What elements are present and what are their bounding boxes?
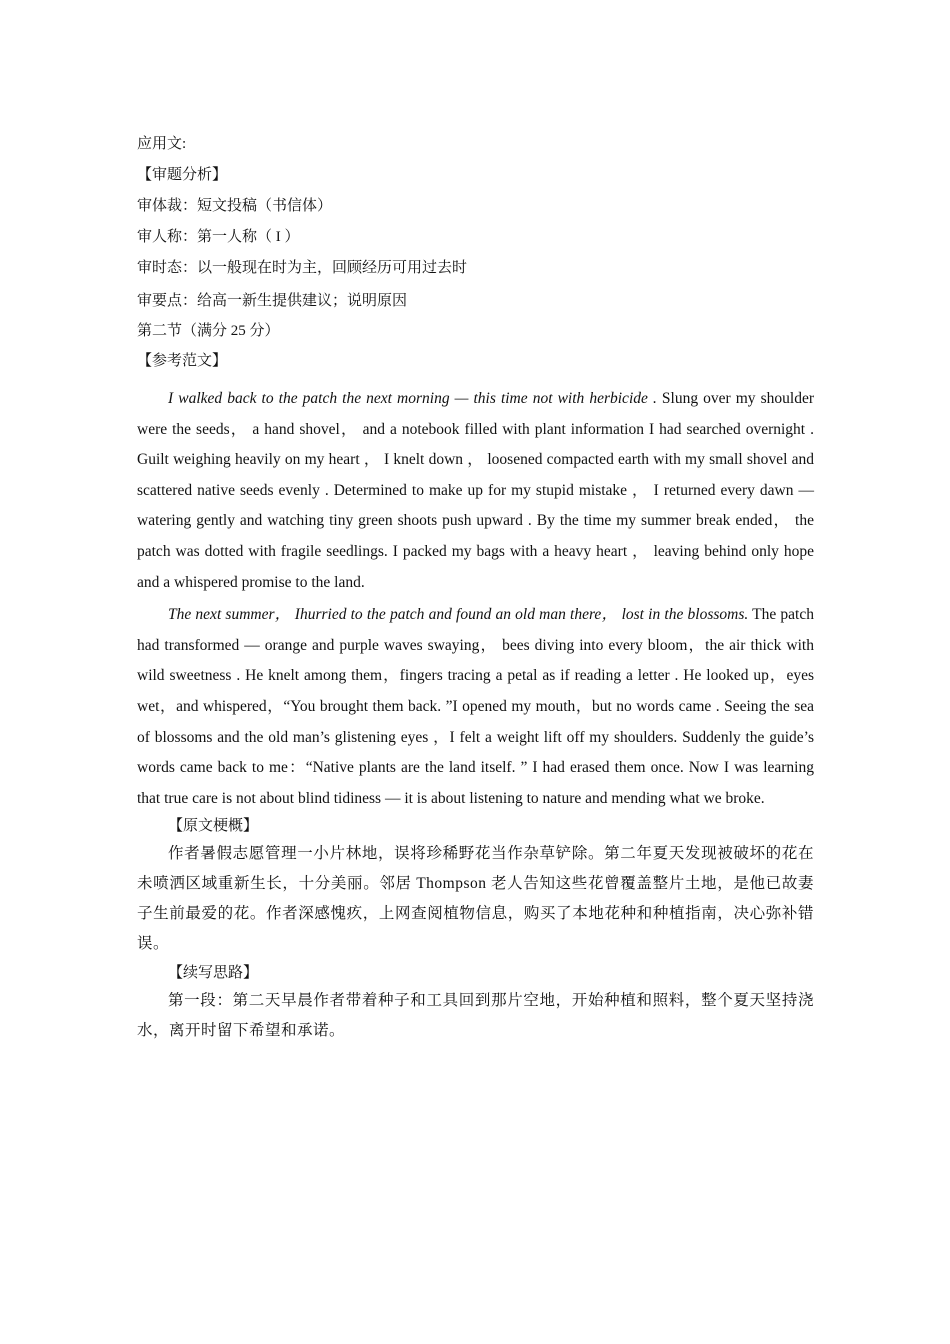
- essay-p2-body: The patch had transformed — orange and purple waves swaying， bees diving into every bloom，the air thick with wild sweetness . He knelt among them，fingers tracing a petal as if reading a letter . He looked up，eyes wet，and whispered，“You brought them back. ”I opened my mouth，but no words came . Seeing the sea of blossoms and the old man’s glistening eyes ，I felt a weight lift off my shoulders. Suddenly the guide’s words came back to me：“Native plants are the land itself. ” I had erased them once. Now I was learning that true care is not about blind tidiness — it is about listening to nature and mending what we broke.: [137, 606, 814, 807]
- continuation-heading: 【续写思路】: [168, 965, 259, 982]
- section-two-heading: 第二节（满分 25 分）: [137, 323, 280, 339]
- essay-p1-opening: I walked back to the patch the next morning — this time not with herbicide .: [168, 390, 657, 407]
- practical-writing-heading: 应用文:: [137, 136, 187, 152]
- continuation-text: 第一段：第二天早晨作者带着种子和工具回到那片空地，开始种植和照料，整个夏天坚持浇水，离开时留下希望和承诺。: [137, 992, 814, 1040]
- model-essay-heading: 【参考范文】: [137, 353, 228, 369]
- analysis-heading: 【审题分析】: [137, 167, 228, 183]
- tense-line: 审时态：以一般现在时为主，回顾经历可用过去时: [137, 260, 468, 276]
- document-page: [137, 133, 814, 1046]
- essay-p1-body: Slung over my shoulder were the seeds， a hand shovel， and a notebook filled with plant information I had searched overnight . Guilt weighing heavily on my heart ， I knelt down ， loosened compacted earth with my small shovel and scattered native seeds evenly . Determined to make up for my stupid mistake ， I returned every dawn — watering gently and watching tiny green shoots push upward . By the time my summer break ended， the patch was dotted with fragile seedlings. I packed my bags with a heavy heart ， leaving behind only hope and a whispered promise to the land.: [137, 390, 814, 591]
- person-line: 审人称：第一人称（ I ）: [137, 229, 300, 245]
- essay-paragraph-2: [137, 600, 814, 814]
- genre-line: 审体裁：短文投稿（书信体）: [137, 198, 333, 214]
- summary-text: 作者暑假志愿管理一小片林地，误将珍稀野花当作杂草铲除。第二年夏天发现被破坏的花在未喷洒区域重新生长，十分美丽。邻居 Thompson 老人告知这些花曾覆盖整片土地，是他已故妻子生前最爱的花。作者深感愧疚，上网查阅植物信息，购买了本地花种和种植指南，决心弥补错误。: [137, 845, 814, 953]
- summary-heading: 【原文梗概】: [168, 818, 259, 835]
- essay-paragraph-1: [137, 384, 814, 598]
- essay-p2-opening: The next summer， Ihurried to the patch and found an old man there， lost in the blossoms.: [168, 606, 749, 624]
- points-line: 审要点：给高一新生提供建议；说明原因: [137, 293, 408, 309]
